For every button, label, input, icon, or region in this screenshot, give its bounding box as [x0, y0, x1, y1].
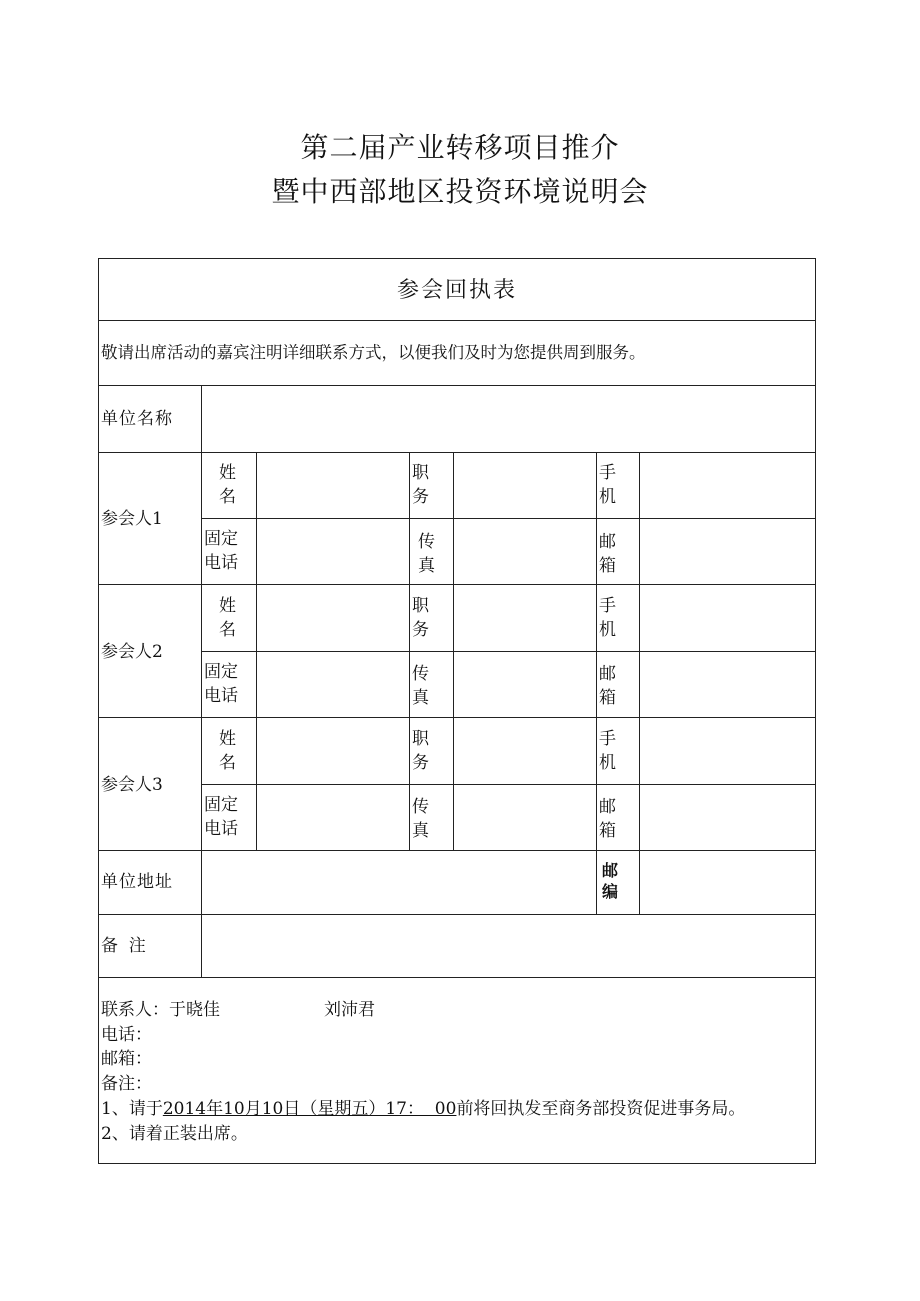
- attendee-3-email-field[interactable]: [640, 785, 814, 849]
- contact-phone-label: 电话：: [101, 1025, 152, 1045]
- attendee-2-mobile-field[interactable]: [640, 585, 814, 650]
- attendee-2-email-field[interactable]: [640, 652, 814, 716]
- attendee-1-phone-field[interactable]: [257, 519, 408, 583]
- attendee-3-phone-field[interactable]: [257, 785, 408, 849]
- form-heading: 参会回执表: [396, 278, 517, 303]
- attendee-3-title-field[interactable]: [454, 718, 595, 783]
- attendee-1-phone-label: 固定 电话: [204, 529, 238, 573]
- attendee-3-phone-label: 固定 电话: [204, 795, 238, 839]
- unit-name-label: 单位名称: [101, 409, 173, 429]
- form-intro: 敬请出席活动的嘉宾注明详细联系方式，以便我们及时为您提供周到服务。: [101, 343, 646, 362]
- document-title-line1: 第二届产业转移项目推介: [300, 131, 620, 164]
- postcode-label: 邮 编: [602, 861, 619, 901]
- attendee-3-label: 参会人3: [101, 775, 163, 795]
- attendee-2-email-label: 邮 箱: [599, 664, 616, 708]
- address-label: 单位地址: [101, 872, 173, 892]
- attendee-3-fax-field[interactable]: [454, 785, 595, 849]
- contact-email-label: 邮箱：: [101, 1049, 152, 1069]
- attendee-1-name-label: 姓 名: [219, 463, 236, 507]
- document-title-line2: 暨中西部地区投资环境说明会: [271, 175, 649, 208]
- attendee-1-label: 参会人1: [101, 509, 163, 529]
- attendee-1-title-label: 职 务: [412, 463, 429, 507]
- note-1-suffix: 前将回执发至商务部投资促进事务局。: [456, 1099, 746, 1119]
- attendee-1-title-field[interactable]: [454, 453, 595, 517]
- attendee-2-label: 参会人2: [101, 642, 163, 662]
- note-1-deadline: 2014年10月10日（星期五）17： 00: [162, 1099, 457, 1119]
- attendee-3-fax-label: 传 真: [412, 797, 429, 841]
- notes-label: 备注：: [101, 1074, 152, 1094]
- attendee-2-phone-label: 固定 电话: [204, 662, 238, 706]
- attendee-1-fax-label: 传 真: [418, 532, 435, 576]
- attendee-1-name-field[interactable]: [257, 453, 408, 517]
- address-field[interactable]: [203, 852, 595, 913]
- attendee-3-mobile-field[interactable]: [640, 718, 814, 783]
- attendee-1-fax-field[interactable]: [454, 519, 595, 583]
- attendee-2-title-label: 职 务: [412, 596, 429, 640]
- unit-name-field[interactable]: [203, 387, 814, 451]
- attendee-1-mobile-field[interactable]: [640, 453, 814, 517]
- attendee-2-phone-field[interactable]: [257, 652, 408, 716]
- attendee-1-email-field[interactable]: [640, 519, 814, 583]
- attendee-1-mobile-label: 手 机: [599, 463, 616, 507]
- contact-person-2: 刘沛君: [324, 1000, 375, 1020]
- remarks-label: 备 注: [101, 936, 146, 956]
- attendee-2-fax-label: 传 真: [412, 664, 429, 708]
- attendee-3-name-label: 姓 名: [219, 729, 236, 773]
- contact-person-label: 联系人：于晓佳: [101, 1000, 220, 1020]
- attendee-2-name-label: 姓 名: [219, 596, 236, 640]
- postcode-field[interactable]: [640, 852, 814, 913]
- attendee-2-name-field[interactable]: [257, 585, 408, 650]
- attendee-1-email-label: 邮 箱: [599, 532, 616, 576]
- attendee-3-title-label: 职 务: [412, 729, 429, 773]
- note-2: 2、请着正装出席。: [101, 1124, 248, 1144]
- note-1-prefix: 1、请于: [101, 1099, 163, 1119]
- attendee-3-mobile-label: 手 机: [599, 729, 616, 773]
- remarks-field[interactable]: [203, 916, 814, 976]
- attendee-2-fax-field[interactable]: [454, 652, 595, 716]
- attendee-2-mobile-label: 手 机: [599, 596, 616, 640]
- attendee-3-name-field[interactable]: [257, 718, 408, 783]
- attendee-2-title-field[interactable]: [454, 585, 595, 650]
- attendee-3-email-label: 邮 箱: [599, 797, 616, 841]
- note-1: [101, 1097, 745, 1121]
